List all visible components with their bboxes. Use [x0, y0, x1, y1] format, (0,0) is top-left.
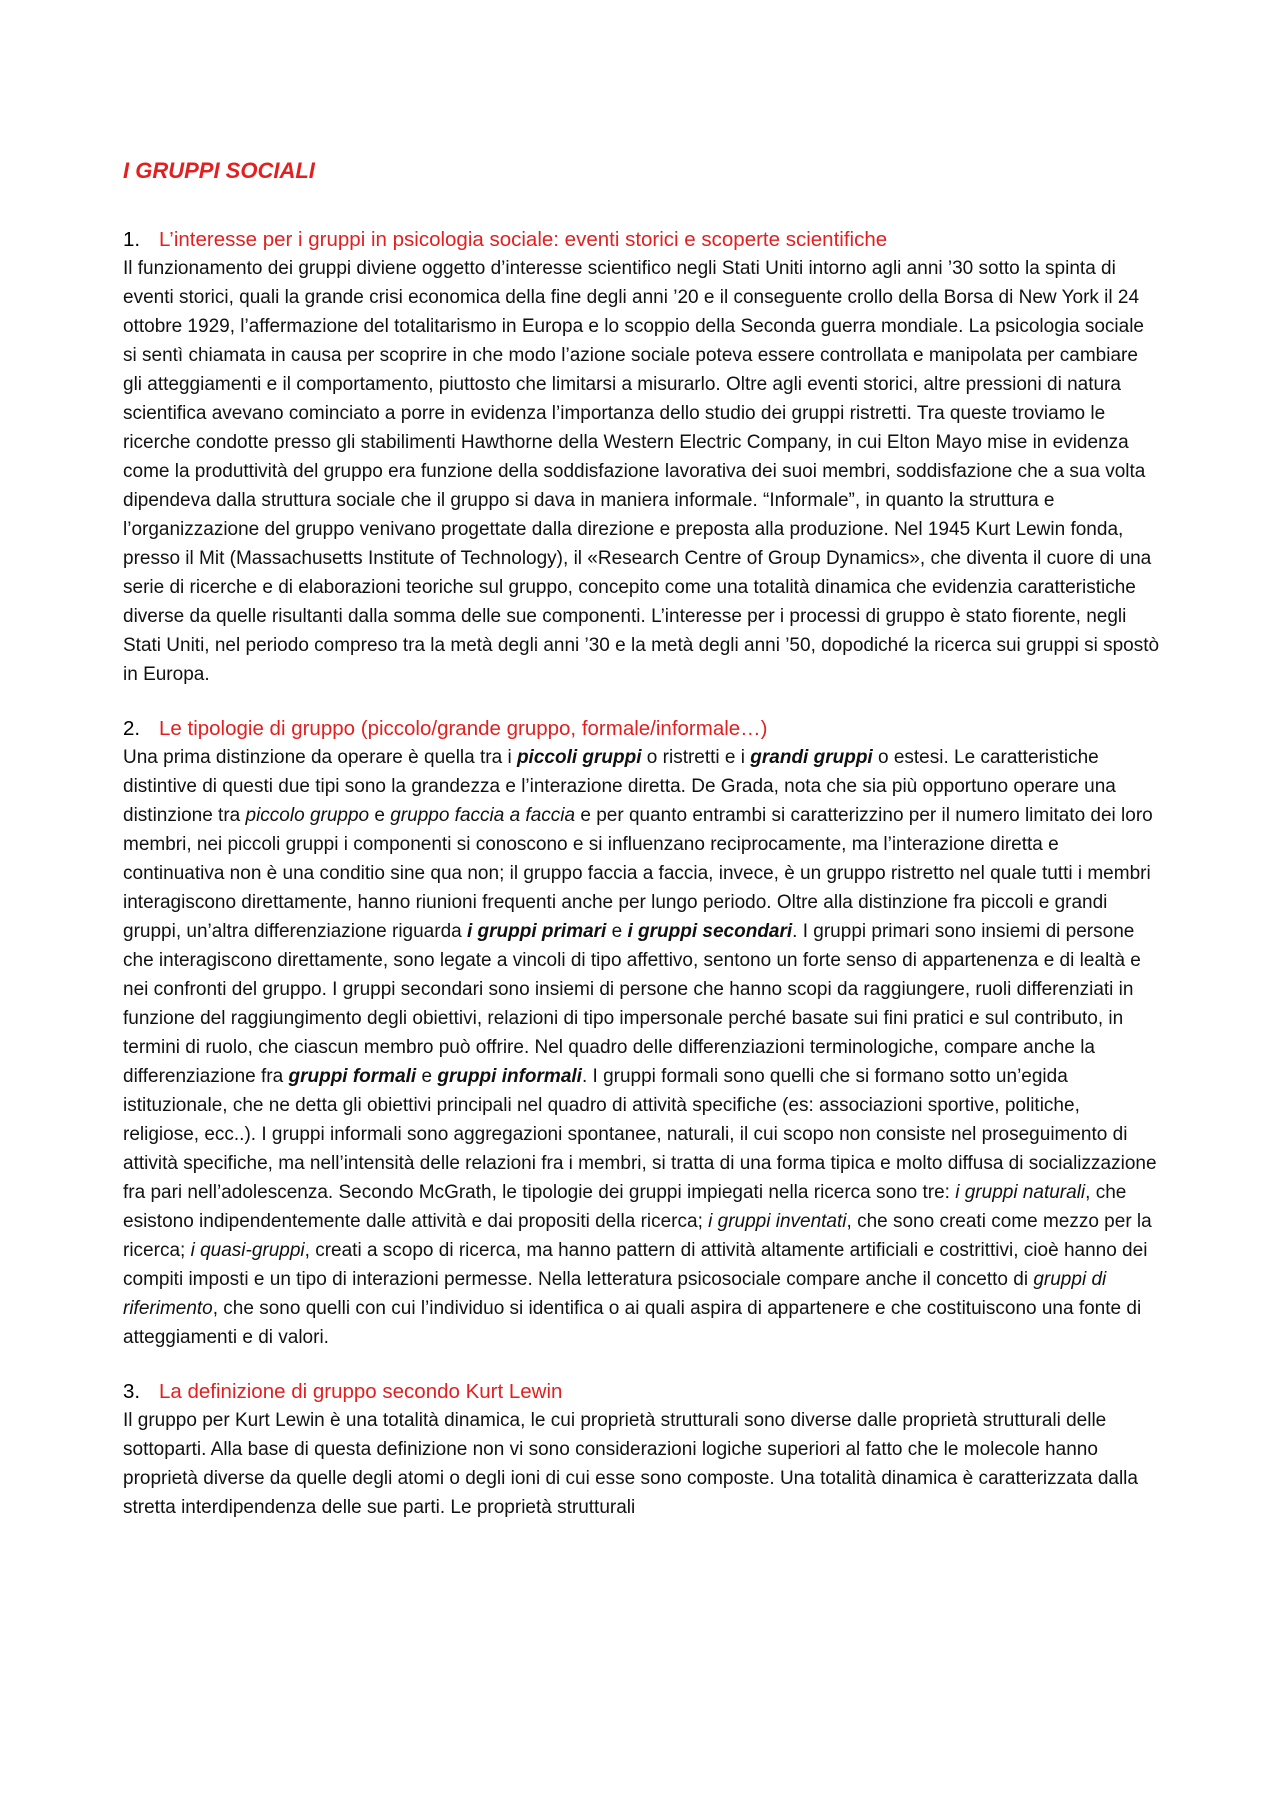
- term-gruppi-secondari: i gruppi secondari: [627, 921, 793, 942]
- body-text: , creati a scopo di ricerca, ma hanno pattern di attività altamente artificiali e costrittivi, cioè hanno dei compiti imposti e un tipo di interazioni permesse. Nella letteratura psicosociale compare anche il concetto di: [123, 1240, 1148, 1290]
- section-heading: [123, 715, 1160, 743]
- term-piccoli-gruppi: piccoli gruppi: [516, 747, 642, 768]
- section-group-types: [123, 715, 1160, 1352]
- section-body: Il funzionamento dei gruppi diviene oggetto d’interesse scientifico negli Stati Uniti intorno agli anni ’30 sotto la spinta di eventi storici, quali la grande crisi economica della fine degli anni ’20 e il conseguente crollo della Borsa di New York il 24 ottobre 1929, l’affermazione del totalitarismo in Europa e lo scoppio della Seconda guerra mondiale. La psicologia sociale si sentì chiamata in causa per scoprire in che modo l’azione sociale poteva essere controllata e manipolata per cambiare gli atteggiamenti e il comportamento, piuttosto che limitarsi a misurarlo. Oltre agli eventi storici, altre pressioni di natura scientifica avevano cominciato a porre in evidenza l’importanza dello studio dei gruppi ristretti. Tra queste troviamo le ricerche condotte presso gli stabilimenti Hawthorne della Western Electric Company, in cui Elton Mayo mise in evidenza come la produttività del gruppo era funzione della soddisfazione lavorativa dei suoi membri, soddisfazione che a sua volta dipendeva dalla struttura sociale che il gruppo si dava in maniera informale. “Informale”, in quanto la struttura e l’organizzazione del gruppo venivano progettate dalla direzione e preposta alla produzione. Nel 1945 Kurt Lewin fonda, presso il Mit (Massachusetts Institute of Technology), il «Research Centre of Group Dynamics», che diventa il cuore di una serie di ricerche e di elaborazioni teoriche sul gruppo, concepito come una totalità dinamica che evidenzia caratteristiche diverse da quelle risultanti dalla somma delle sue componenti. L’interesse per i processi di gruppo è stato fiorente, negli Stati Uniti, nel periodo compreso tra la metà degli anni ’30 e la metà degli anni ’50, dopodiché la ricerca sui gruppi si spostò in Europa.: [123, 258, 1160, 685]
- term-gruppi-formali: gruppi formali: [288, 1066, 417, 1087]
- section-number: 2.: [123, 717, 141, 740]
- body-text: e per quanto entrambi si caratterizzino per il numero limitato dei loro membri, nei piccoli gruppi i componenti si conoscono e si influenzano reciprocamente, ma l’interazione diretta e continuativa non è una conditio sine qua non; il gruppo faccia a faccia, invece, è un gruppo ristretto nel quale tutti i membri interagiscono direttamente, hanno riunioni frequenti anche per lungo periodo. Oltre alla distinzione fra piccoli e grandi gruppi, un’altra differenziazione riguarda: [123, 805, 1153, 942]
- body-text: o ristretti e i: [641, 747, 751, 768]
- section-number: 3.: [123, 1380, 141, 1403]
- section-body: [123, 743, 1160, 1352]
- term-quasi-gruppi: i quasi-gruppi: [190, 1240, 305, 1261]
- section-interest-in-groups: [123, 226, 1160, 689]
- term-piccolo-gruppo: piccolo gruppo: [245, 805, 370, 826]
- section-heading-text: L’interesse per i gruppi in psicologia sociale: eventi storici e scoperte scientifiche: [159, 228, 888, 251]
- section-heading: [123, 1378, 1160, 1406]
- section-heading-text: La definizione di gruppo secondo Kurt Lewin: [159, 1380, 563, 1403]
- document-title: I GRUPPI SOCIALI: [123, 158, 315, 183]
- term-gruppi-naturali: i gruppi naturali: [955, 1182, 1086, 1203]
- term-gruppi-di-riferimento: gruppi di riferimento: [123, 1269, 1107, 1319]
- section-lewin-definition: [123, 1378, 1160, 1522]
- body-text: , che sono creati come mezzo per la ricerca;: [123, 1211, 1152, 1261]
- term-gruppi-informali: gruppi informali: [437, 1066, 582, 1087]
- section-heading-text: Le tipologie di gruppo (piccolo/grande gruppo, formale/informale…): [159, 717, 768, 740]
- body-text: . I gruppi primari sono insiemi di persone che interagiscono direttamente, sono legate a vincoli di tipo affettivo, sentono un forte senso di appartenenza e di lealtà e nei confronti del gruppo. I gruppi secondari sono insiemi di persone che hanno scopi da raggiungere, ruoli differenziati in funzione del raggiungimento degli obiettivi, relazioni di tipo impersonale perché basate sui fini pratici e sul contributo, in termini di ruolo, che ciascun membro può offrire. Nel quadro delle differenziazioni terminologiche, compare anche la differenziazione fra: [123, 921, 1141, 1087]
- section-body: Il gruppo per Kurt Lewin è una totalità dinamica, le cui proprietà strutturali sono diverse dalle proprietà strutturali delle sottoparti. Alla base di questa definizione non vi sono considerazioni logiche superiori al fatto che le molecole hanno proprietà diverse da quelle degli atomi o degli ioni di cui esse sono composte. Una totalità dinamica è caratterizzata dalla stretta interdipendenza delle sue parti. Le proprietà strutturali: [123, 1410, 1138, 1518]
- section-number: 1.: [123, 228, 141, 251]
- body-text: e: [416, 1066, 438, 1087]
- body-text: Una prima distinzione da operare è quella tra i: [123, 747, 517, 768]
- section-heading: [123, 226, 1160, 254]
- body-text: o estesi. Le caratteristiche distintive di questi due tipi sono la grandezza e l’interazione diretta. De Grada, nota che sia più opportuno operare una distinzione tra: [123, 747, 1116, 826]
- term-grandi-gruppi: grandi gruppi: [750, 747, 873, 768]
- body-text: e: [606, 921, 628, 942]
- term-gruppi-inventati: i gruppi inventati: [708, 1211, 847, 1232]
- body-text: , che esistono indipendentemente dalle attività e dai propositi della ricerca;: [123, 1182, 1127, 1232]
- term-gruppo-faccia-a-faccia: gruppo faccia a faccia: [390, 805, 576, 826]
- term-gruppi-primari: i gruppi primari: [466, 921, 607, 942]
- body-text: e: [369, 805, 391, 826]
- body-text: . I gruppi formali sono quelli che si formano sotto un’egida istituzionale, che ne detta gli obiettivi principali nel quadro di attività specifiche (es: associazioni sportive, politiche, religiose, ecc..). I gruppi informali sono aggregazioni spontanee, naturali, il cui scopo non consiste nel proseguimento di attività specifiche, ma nell’intensità delle relazioni fra i membri, si tratta di una forma tipica e molto diffusa di socializzazione fra pari nell’adolescenza. Secondo McGrath, le tipologie dei gruppi impiegati nella ricerca sono tre:: [123, 1066, 1157, 1203]
- body-text: , che sono quelli con cui l’individuo si identifica o ai quali aspira di appartenere e che costituiscono una fonte di atteggiamenti e di valori.: [123, 1298, 1142, 1348]
